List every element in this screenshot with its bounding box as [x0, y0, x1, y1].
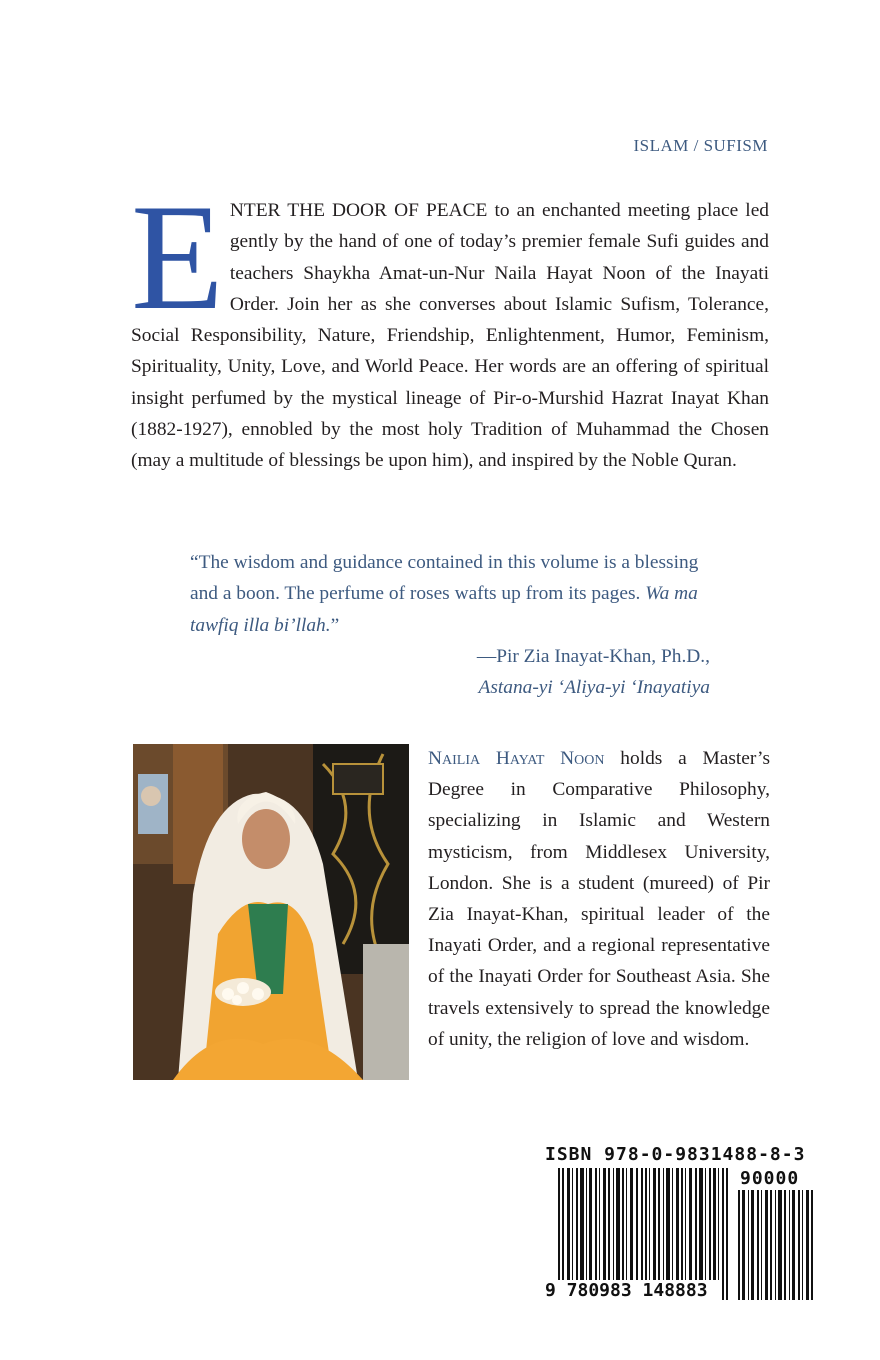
- ean-number: 9 780983 148883: [545, 1280, 708, 1301]
- barcode-addon: [738, 1190, 814, 1300]
- drop-cap: E: [131, 173, 224, 341]
- quote-attribution: —Pir Zia Inayat-Khan, Ph.D.,: [476, 645, 710, 667]
- intro-paragraph: [131, 173, 769, 477]
- category-label: ISLAM / SUFISM: [633, 136, 768, 155]
- quote-text: “The wisdom and guidance contained in this volume is a blessing and a boon. The perfume of roses wafts up from its pages.: [190, 552, 699, 605]
- quote-body: [190, 547, 710, 641]
- author-photo: [133, 744, 409, 1080]
- price-code: 90000: [740, 1168, 800, 1189]
- author-bio: [428, 743, 770, 1055]
- quote-institution: Astana-yi ‘Aliya-yi ‘Inayatiya: [478, 677, 710, 699]
- intro-text: NTER THE DOOR OF PEACE to an enchanted meeting place led gently by the hand of one of today’s premier female Sufi guides and teachers Shaykha Amat-un-Nur Naila Hayat Noon of the Inayati Order. Join her as she converses about Islamic Sufism, Tolerance, Social Responsibility, Nature, Friendship, Enlightenment, Humor, Feminism, Spirituality, Unity, Love, and World Peace. Her words are an offering of spiritual insight perfumed by the mystical lineage of Pir-o-Murshid Hazrat Inayat Khan (1882-1927), ennobled by the most holy Tradition of Muhammad the Chosen (may a multitude of blessings be upon him), and inspired by the Noble Quran.: [131, 200, 769, 472]
- bio-text: holds a Master’s Degree in Comparative Philosophy, specializing in Islamic and Western mysticism, from Middlesex University, London. She is a student (mureed) of Pir Zia Inayat-Khan, spiritual leader of the Inayati Order, and a regional representative of the Inayati Order for Southeast Asia. She travels extensively to spread the knowledge of unity, the religion of love and wisdom.: [428, 748, 770, 1050]
- quote-close: ”: [330, 614, 340, 636]
- endorsement-quote: [190, 547, 710, 703]
- quote-italic: Wa ma tawfiq illa bi’llah.: [190, 583, 698, 636]
- isbn-label: ISBN 978-0-9831488-8-3: [545, 1144, 806, 1165]
- author-name: Nailia Hayat Noon: [428, 748, 605, 769]
